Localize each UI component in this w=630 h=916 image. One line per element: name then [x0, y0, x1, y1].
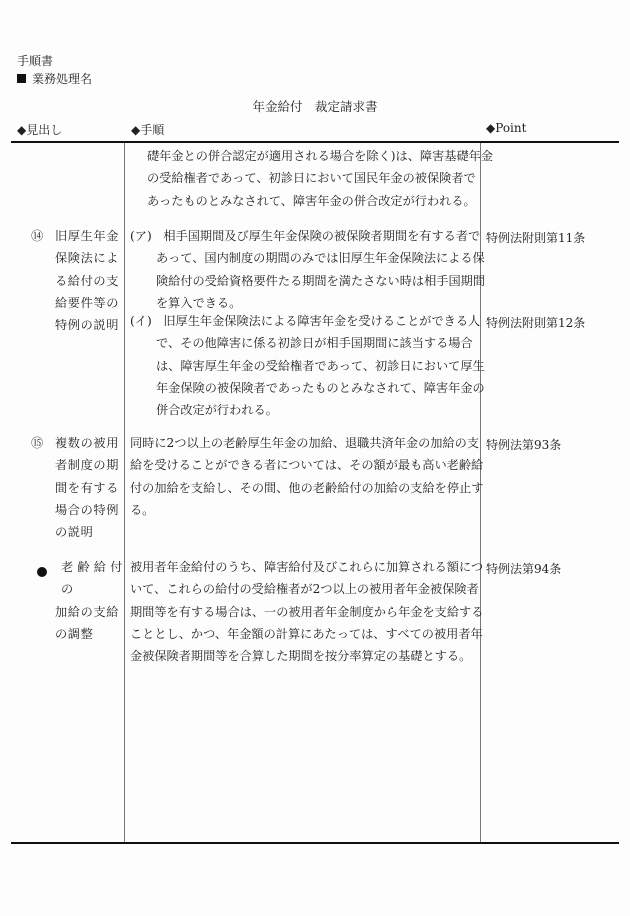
- text-line: は、障害厚生年金の受給権者であって、初診日において厚生: [156, 358, 485, 373]
- column-header-point: ◆Point: [486, 121, 527, 135]
- business-name-label: [17, 70, 92, 87]
- section-14-item-b: [130, 310, 485, 421]
- section-bonus-adjustment-body: [130, 556, 483, 667]
- heading-line: 保険法によ: [55, 251, 119, 266]
- column-header-heading: ◆見出し: [17, 123, 63, 137]
- heading-line: 給要件等の: [55, 295, 119, 310]
- continuation-text: [147, 145, 493, 212]
- text-line: 併合改定が行われる。: [156, 403, 278, 418]
- heading-line: 者制度の期: [55, 458, 119, 473]
- text-line: 被用者年金給付のうち、障害給付及びこれらに加算される額につ: [130, 560, 484, 574]
- form-title: 年金給付 裁定請求書: [252, 99, 378, 114]
- text-line: あって、国内制度の期間のみでは旧厚生年金保険法による保: [156, 251, 485, 266]
- square-bullet-icon: [17, 74, 26, 83]
- heading-line: 加給の支給: [55, 604, 119, 619]
- heading-line: 老齢給付の: [61, 560, 123, 597]
- heading-line: 旧厚生年金: [55, 229, 119, 243]
- text-line: 期間等を有する場合は、一の被用者年金制度から年金を支給する: [130, 604, 484, 619]
- section-14-item-a-point: 特例法附則第11条: [486, 231, 586, 245]
- section-14-item-a: [130, 225, 485, 314]
- text-line: る。: [130, 502, 155, 517]
- table-top-rule: [11, 141, 619, 143]
- section-15-point: 特例法第93条: [486, 438, 562, 452]
- section-15-body: [130, 432, 483, 521]
- section-15-heading: [31, 432, 126, 552]
- item-marker: (イ): [130, 314, 152, 328]
- text-line: の受給権者であって、初診日において国民年金の被保険者で: [147, 171, 476, 186]
- item-marker: (ア): [130, 229, 152, 243]
- text-line: を算入できる。: [156, 295, 242, 310]
- column-header-procedure: ◆手順: [131, 123, 165, 137]
- text-line: 付の加給を支給し、その間、他の老齢給付の加給の支給を停止す: [130, 480, 484, 495]
- heading-line: の調整: [55, 626, 94, 641]
- text-line: 礎年金との併合認定が適用される場合を除く)は、障害基礎年金: [147, 149, 494, 163]
- document-type: 手順書: [17, 54, 54, 68]
- text-line: いて、これらの給付の受給権者が2つ以上の被用者年金被保険者: [130, 582, 479, 597]
- bullet-dot-icon: [37, 562, 47, 584]
- table-bottom-rule: [11, 842, 619, 844]
- section-14-item-b-point: 特例法附則第12条: [486, 316, 586, 330]
- heading-line: 場合の特例: [55, 502, 119, 517]
- section-bonus-adjustment-heading: [37, 556, 126, 641]
- text-line: 旧厚生年金保険法による障害年金を受けることができる人: [163, 314, 481, 328]
- text-line: 険給付の受給資格要件たる期間を満たさない時は相手国期間: [156, 273, 486, 288]
- section-14-heading: [31, 225, 126, 345]
- text-line: 給を受けることができる者については、その額が最も高い老齢給: [130, 458, 484, 473]
- text-line: こととし、かつ、年金額の計算にあたっては、すべての被用者年: [130, 626, 483, 641]
- heading-line: 複数の被用: [55, 436, 119, 450]
- text-line: 年金保険の被保険者であったものとみなされて、障害年金の: [156, 380, 485, 395]
- business-name-text: 業務処理名: [32, 72, 93, 86]
- section-number: ⑮: [31, 436, 44, 450]
- heading-line: る給付の支: [55, 273, 119, 288]
- item-first-line: [130, 225, 485, 247]
- text-line: 同時に2つ以上の老齢厚生年金の加給、退職共済年金の加給の支: [130, 436, 480, 450]
- text-line: 金被保険者期間等を合算した期間を按分率算定の基礎とする。: [130, 649, 472, 664]
- item-first-line: [130, 310, 485, 332]
- heading-line: の説明: [55, 525, 94, 540]
- heading-line: 間を有する: [55, 480, 119, 495]
- text-line: あったものとみなされて、障害年金の併合改定が行われる。: [147, 193, 476, 208]
- section-bonus-adjustment-point: 特例法第94条: [486, 562, 562, 576]
- text-line: で、その他障害に係る初診日が相手国期間に該当する場合: [156, 336, 473, 351]
- section-number: ⑭: [31, 229, 44, 243]
- heading-line: 特例の説明: [55, 318, 119, 333]
- text-line: 相手国期間及び厚生年金保険の被保険者期間を有する者で: [163, 229, 481, 243]
